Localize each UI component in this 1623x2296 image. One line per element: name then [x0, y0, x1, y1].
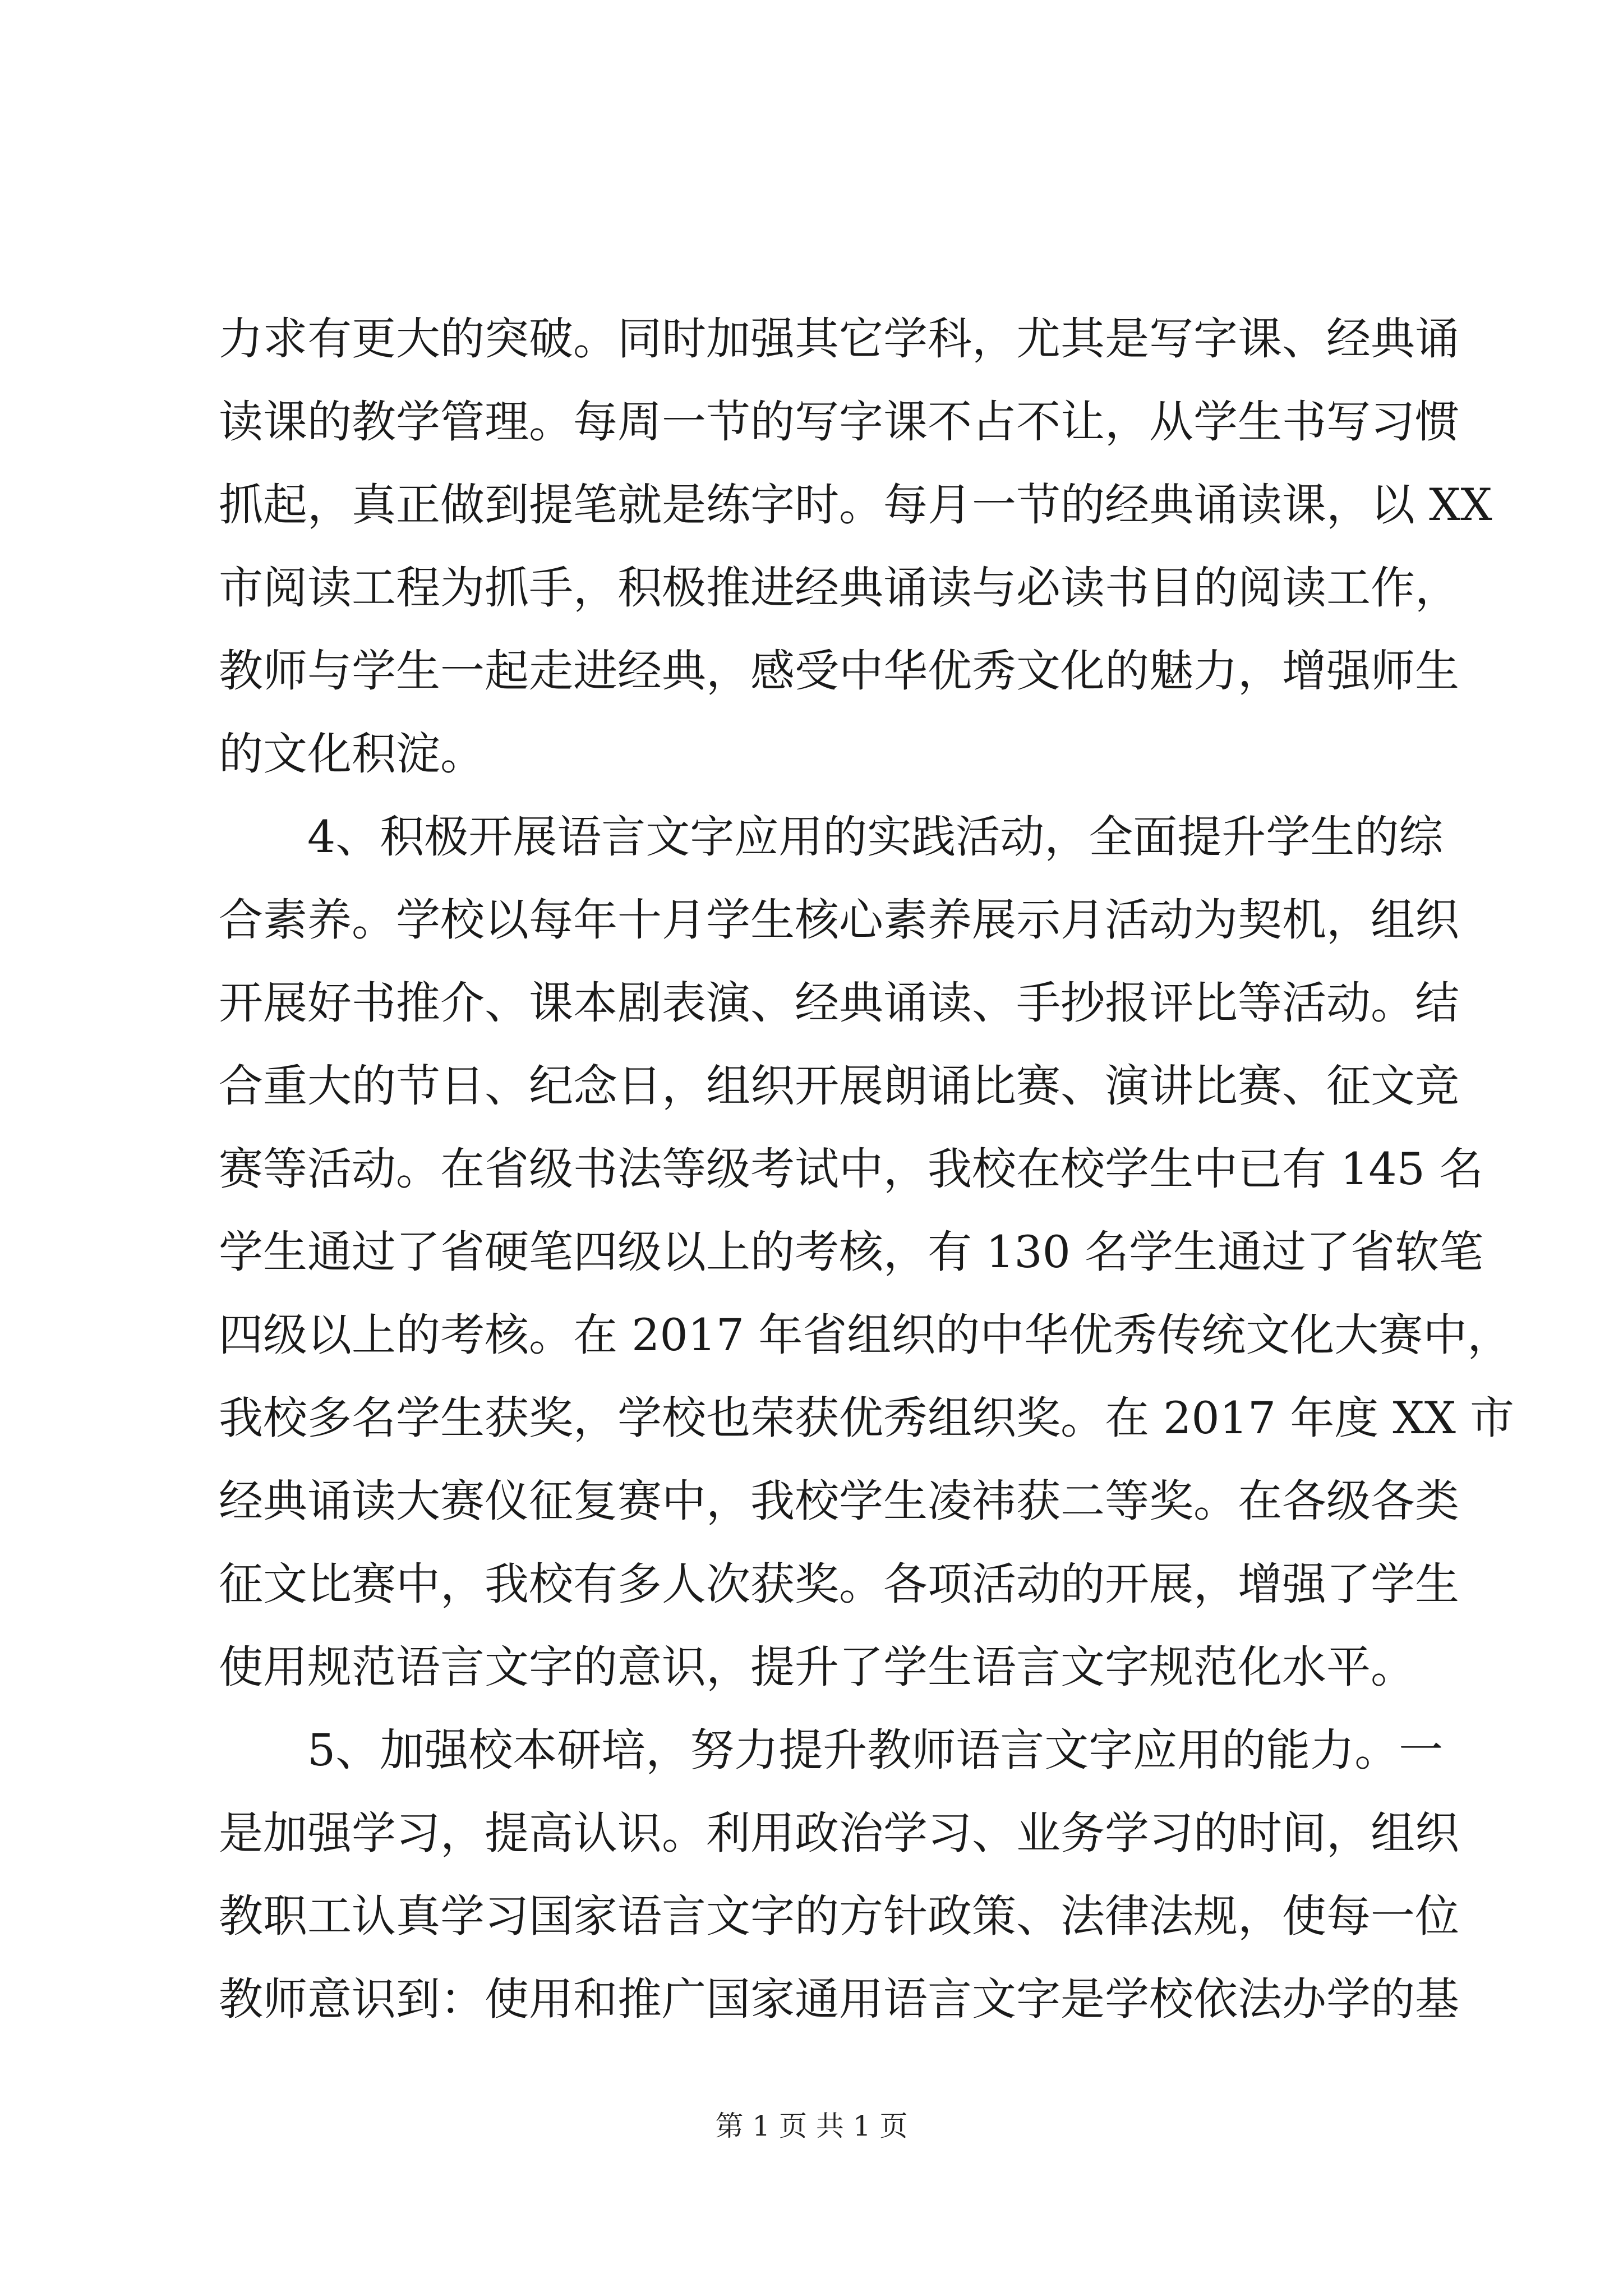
text-line: 开展好书推介、课本剧表演、经典诵读、手抄报评比等活动。结 [219, 977, 1459, 1029]
text-line: 是加强学习，提高认识。利用政治学习、业务学习的时间，组织 [219, 1807, 1459, 1859]
text-line: 赛等活动。在省级书法等级考试中，我校在校学生中已有 145 名 [219, 1143, 1484, 1195]
paragraph-start-line: 5、加强校本研培，努力提升教师语言文字应用的能力。一 [307, 1724, 1444, 1776]
text-line: 四级以上的考核。在 2017 年省组织的中华优秀传统文化大赛中， [219, 1309, 1512, 1361]
page-footer [0, 2109, 1623, 2143]
text-line: 抓起，真正做到提笔就是练字时。每月一节的经典诵读课，以 XX [219, 479, 1492, 531]
text-line: 经典诵读大赛仪征复赛中，我校学生凌祎获二等奖。在各级各类 [219, 1475, 1459, 1527]
text-line: 合素养。学校以每年十月学生核心素养展示月活动为契机，组织 [219, 894, 1459, 946]
text-line: 合重大的节日、纪念日，组织开展朗诵比赛、演讲比赛、征文竞 [219, 1060, 1459, 1112]
page-number-label: 第 1 页 共 1 页 [715, 2110, 908, 2142]
text-line: 教师意识到：使用和推广国家通用语言文字是学校依法办学的基 [219, 1973, 1459, 2025]
text-line: 教职工认真学习国家语言文字的方针政策、法律法规，使每一位 [219, 1890, 1459, 1942]
text-line: 我校多名学生获奖，学校也荣获优秀组织奖。在 2017 年度 XX 市 [219, 1392, 1514, 1444]
text-line: 教师与学生一起走进经典，感受中华优秀文化的魅力，增强师生 [219, 645, 1459, 697]
text-line: 市阅读工程为抓手，积极推进经典诵读与必读书目的阅读工作， [219, 562, 1459, 614]
text-line: 征文比赛中，我校有多人次获奖。各项活动的开展，增强了学生 [219, 1558, 1459, 1610]
text-line: 学生通过了省硬笔四级以上的考核，有 130 名学生通过了省软笔 [219, 1226, 1484, 1278]
text-line: 的文化积淀。 [219, 728, 485, 780]
paragraph-start-line: 4、积极开展语言文字应用的实践活动，全面提升学生的综 [307, 811, 1444, 863]
text-line: 力求有更大的突破。同时加强其它学科，尤其是写字课、经典诵 [219, 313, 1459, 365]
text-line: 读课的教学管理。每周一节的写字课不占不让，从学生书写习惯 [219, 396, 1459, 448]
body-text [219, 297, 1514, 2041]
text-line: 使用规范语言文字的意识，提升了学生语言文字规范化水平。 [219, 1641, 1415, 1693]
